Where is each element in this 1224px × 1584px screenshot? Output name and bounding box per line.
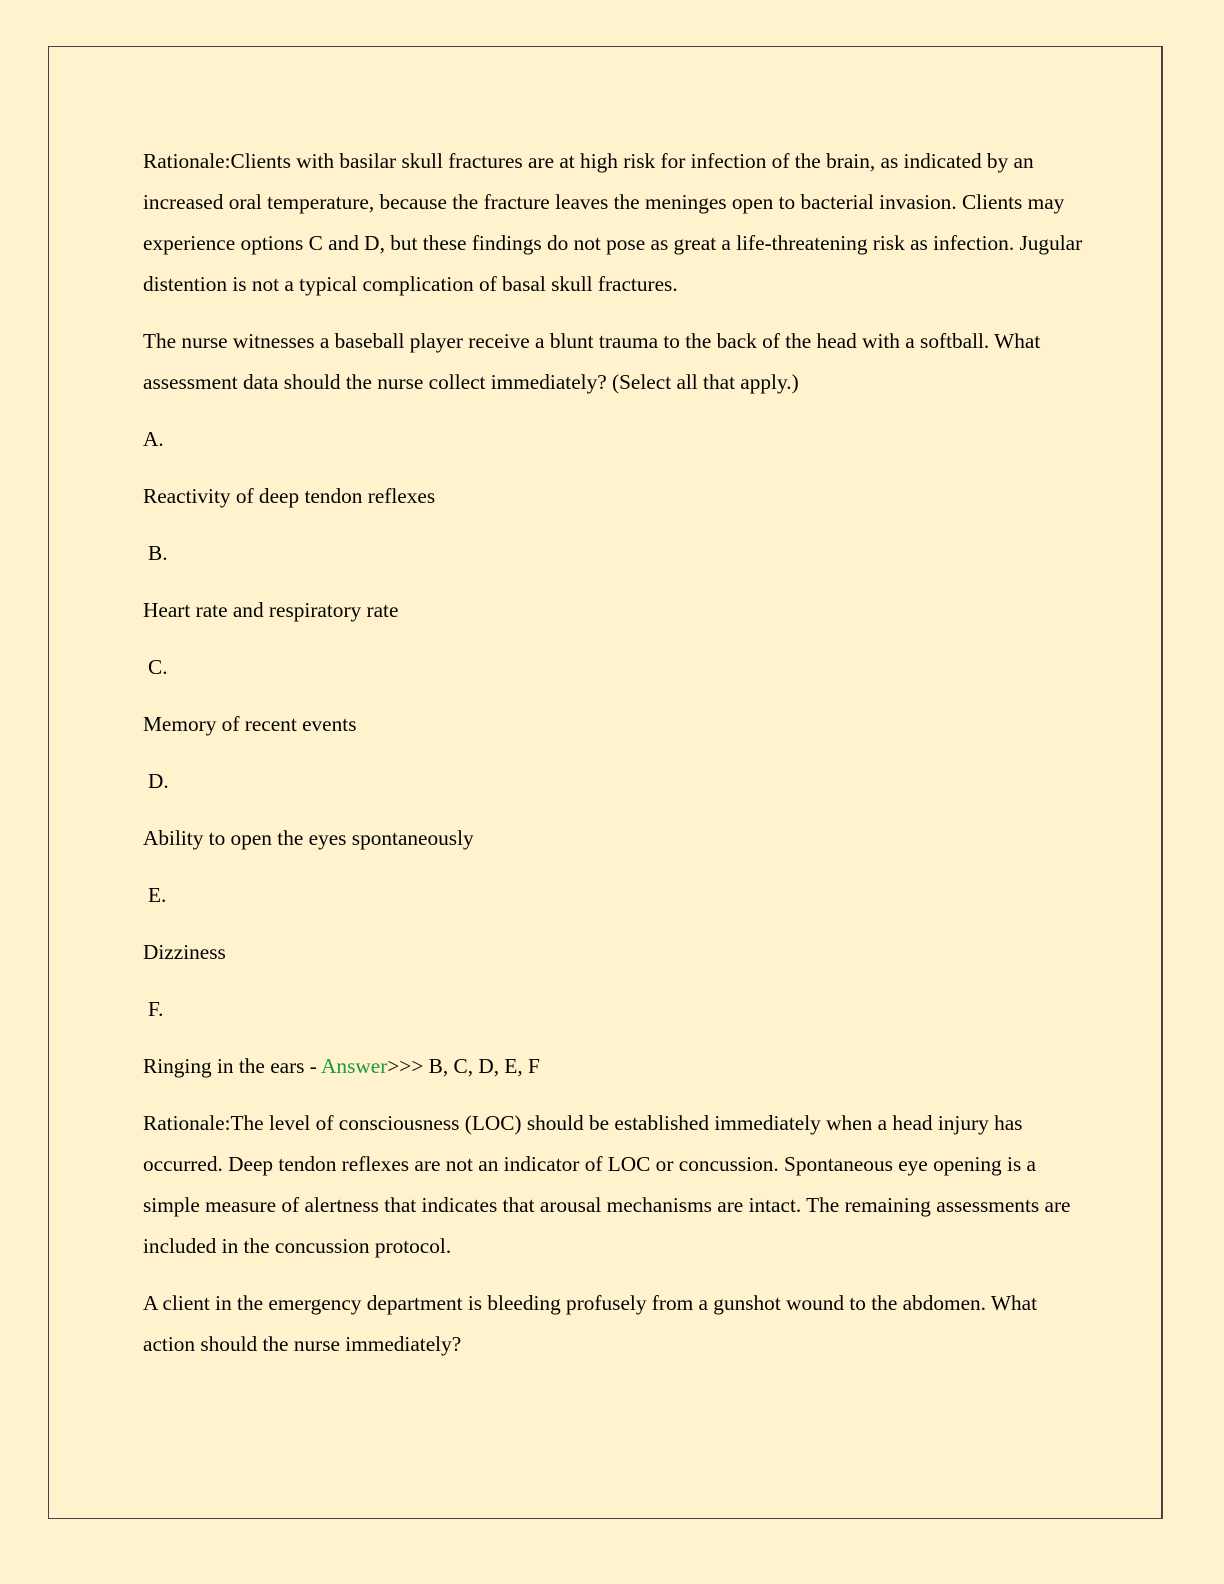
rationale-paragraph: Rationale:Clients with basilar skull fractures are at high risk for infection of the brain, as indicated by an increased oral temperature, because the fracture leaves the meninges open to bacterial invasion. Clients may experience options C and D, but these findings do not pose as great a life-threatening risk as infection. Jugular distention is not a typical complication of basal skull fractures. [143,149,1083,296]
answer-value: >>> B, C, D, E, F [387,1054,540,1078]
option-letter-b: B. [148,541,168,565]
option-letter-e: E. [148,883,167,907]
option-letter-c: C. [148,655,168,679]
option-letter-a: A. [143,427,164,451]
option-letter-d: D. [148,769,169,793]
rationale-paragraph-2: Rationale:The level of consciousness (LOC) should be established immediately when a head injury has occurred. Deep tendon reflexes are not an indicator of LOC or concussion. Spontaneous eye opening is a simple measure of alertness that indicates that arousal mechanisms are intact. The remaining assessments are included in the concussion protocol. [143,1111,1071,1258]
question-paragraph: The nurse witnesses a baseball player receive a blunt trauma to the back of the head with a softball. What assessment data should the nurse collect immediately? (Select all that apply.) [143,329,1041,394]
option-text-b: Heart rate and respiratory rate [143,598,399,622]
option-text-d: Ability to open the eyes spontaneously [143,826,474,850]
option-text-c: Memory of recent events [143,712,357,736]
answer-label: Answer [321,1054,388,1078]
option-text-f-with-answer [143,1046,1083,1087]
option-letter-f: F. [148,997,164,1021]
option-text-f: Ringing in the ears - [143,1054,322,1078]
document-body [143,141,1083,1381]
option-text-a: Reactivity of deep tendon reflexes [143,484,436,508]
option-text-e: Dizziness [143,940,226,964]
question-paragraph-2: A client in the emergency department is bleeding profusely from a gunshot wound to the abdomen. What action should the nurse immediately? [143,1291,1038,1356]
